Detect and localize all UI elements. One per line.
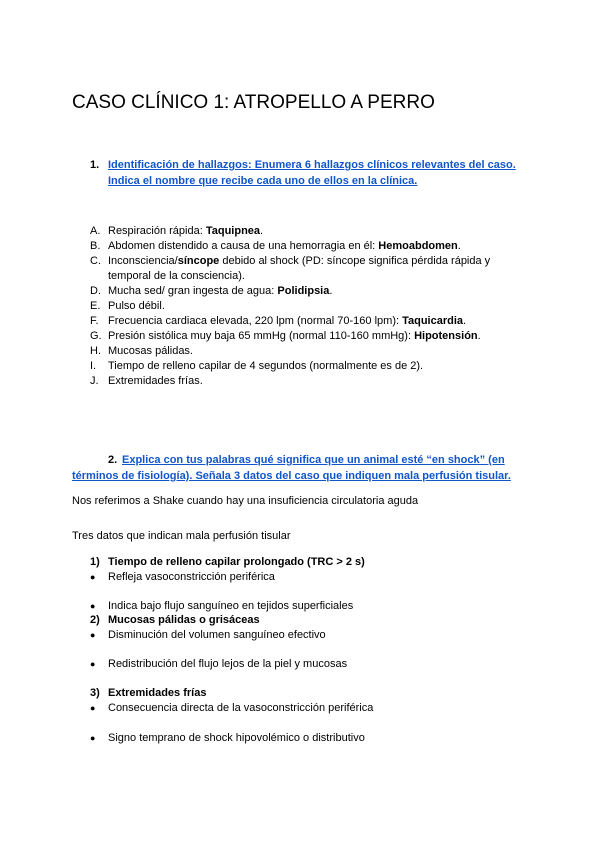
bullet-text: Disminución del volumen sanguíneo efectivo	[108, 629, 326, 641]
bullet-text: Refleja vasoconstricción periférica	[108, 571, 275, 583]
section-1-heading	[90, 555, 365, 570]
section-2-heading	[90, 613, 260, 628]
finding-marker: G.	[90, 330, 102, 342]
finding-text: Extremidades frías.	[108, 375, 203, 387]
finding-text: Tiempo de relleno capilar de 4 segundos (normalmente es de 2).	[108, 360, 424, 372]
finding-marker: H.	[90, 345, 101, 357]
bullet-item	[90, 701, 373, 716]
finding-term: Taquipnea	[205, 225, 261, 237]
finding-item	[90, 239, 510, 254]
question-2-number: 2.	[108, 454, 118, 466]
question-1-line-1: Identificación de hallazgos: Enumera 6 hallazgos clínicos relevantes del caso.	[108, 159, 516, 171]
question-1-text	[108, 157, 528, 189]
finding-marker: F.	[90, 315, 99, 327]
bullet-item	[90, 599, 353, 614]
section-marker: 1)	[90, 556, 100, 568]
bullet-text: Signo temprano de shock hipovolémico o distributivo	[108, 732, 365, 744]
finding-item	[90, 299, 510, 314]
finding-text: Respiración rápida:	[108, 225, 206, 237]
section-title: Mucosas pálidas o grisáceas	[108, 614, 260, 626]
finding-marker: I.	[90, 360, 97, 372]
finding-marker: J.	[90, 375, 99, 387]
question-2-line-1	[72, 452, 532, 468]
finding-term: Hemoabdomen	[378, 240, 458, 252]
page-title: CASO CLÍNICO 1: ATROPELLO A PERRO	[72, 92, 435, 113]
bullet-icon: ●	[90, 572, 96, 582]
finding-text: Mucha sed/ gran ingesta de agua:	[108, 285, 278, 297]
finding-text: Mucosas pálidas.	[108, 345, 193, 357]
finding-item	[90, 224, 510, 239]
finding-item	[90, 329, 510, 344]
finding-term: Taquicardia	[402, 315, 464, 327]
answer-perfusion-intro: Tres datos que indican mala perfusión tisular	[72, 530, 291, 542]
finding-text-end: .	[329, 285, 333, 297]
findings-list	[90, 224, 510, 389]
finding-text-end: .	[457, 240, 461, 252]
section-marker: 2)	[90, 614, 100, 626]
bullet-icon: ●	[90, 630, 96, 640]
finding-marker: B.	[90, 240, 101, 252]
finding-term: Polidipsia	[277, 285, 330, 297]
finding-text-end: .	[463, 315, 467, 327]
finding-text-end: .	[477, 330, 481, 342]
finding-text-end: .	[260, 225, 264, 237]
bullet-item	[90, 657, 347, 672]
bullet-text: Consecuencia directa de la vasoconstricción periférica	[108, 702, 374, 714]
finding-item	[90, 254, 510, 284]
finding-text: Frecuencia cardiaca elevada, 220 lpm (normal 70-160 lpm):	[108, 315, 403, 327]
bullet-icon: ●	[90, 703, 96, 713]
bullet-icon: ●	[90, 601, 96, 611]
finding-item	[90, 359, 510, 374]
section-marker: 3)	[90, 687, 100, 699]
finding-item	[90, 284, 510, 299]
question-1-number: 1.	[90, 159, 100, 171]
bullet-item	[90, 731, 365, 746]
finding-text: Pulso débil.	[108, 300, 165, 312]
bullet-icon: ●	[90, 659, 96, 669]
bullet-text: Indica bajo flujo sanguíneo en tejidos superficiales	[108, 600, 354, 612]
finding-text: Abdomen distendido a causa de una hemorragia en él:	[108, 240, 379, 252]
section-3-heading	[90, 686, 206, 701]
question-2-line-1-text: Explica con tus palabras qué significa que un animal esté “en shock” (en	[122, 454, 505, 466]
bullet-text: Redistribución del flujo lejos de la piel y mucosas	[108, 658, 348, 670]
question-2-text	[72, 452, 532, 484]
finding-marker: D.	[90, 285, 101, 297]
bullet-item	[90, 570, 275, 585]
finding-text: Presión sistólica muy baja 65 mmHg (normal 110-160 mmHg):	[108, 330, 415, 342]
question-1-line-2: Indica el nombre que recibe cada uno de ellos en la clínica.	[108, 175, 418, 187]
finding-marker: A.	[90, 225, 101, 237]
finding-text: Inconsciencia/	[108, 255, 178, 267]
answer-shock-definition: Nos referimos a Shake cuando hay una insuficiencia circulatoria aguda	[72, 495, 419, 507]
finding-item	[90, 344, 510, 359]
bullet-icon: ●	[90, 733, 96, 743]
section-title: Extremidades frías	[108, 687, 207, 699]
finding-text-end: debido al shock (PD: síncope significa pérdida rápida y temporal de la consciencia).	[108, 255, 491, 282]
question-2-line-2: términos de fisiología). Señala 3 datos del caso que indiquen mala perfusión tisular.	[72, 470, 511, 482]
finding-marker: E.	[90, 300, 101, 312]
section-title: Tiempo de relleno capilar prolongado (TRC > 2 s)	[108, 556, 365, 568]
bullet-item	[90, 628, 326, 643]
finding-term: síncope	[177, 255, 220, 267]
finding-term: Hipotensión	[414, 330, 478, 342]
finding-item	[90, 374, 510, 389]
finding-item	[90, 314, 510, 329]
finding-marker: C.	[90, 255, 101, 267]
